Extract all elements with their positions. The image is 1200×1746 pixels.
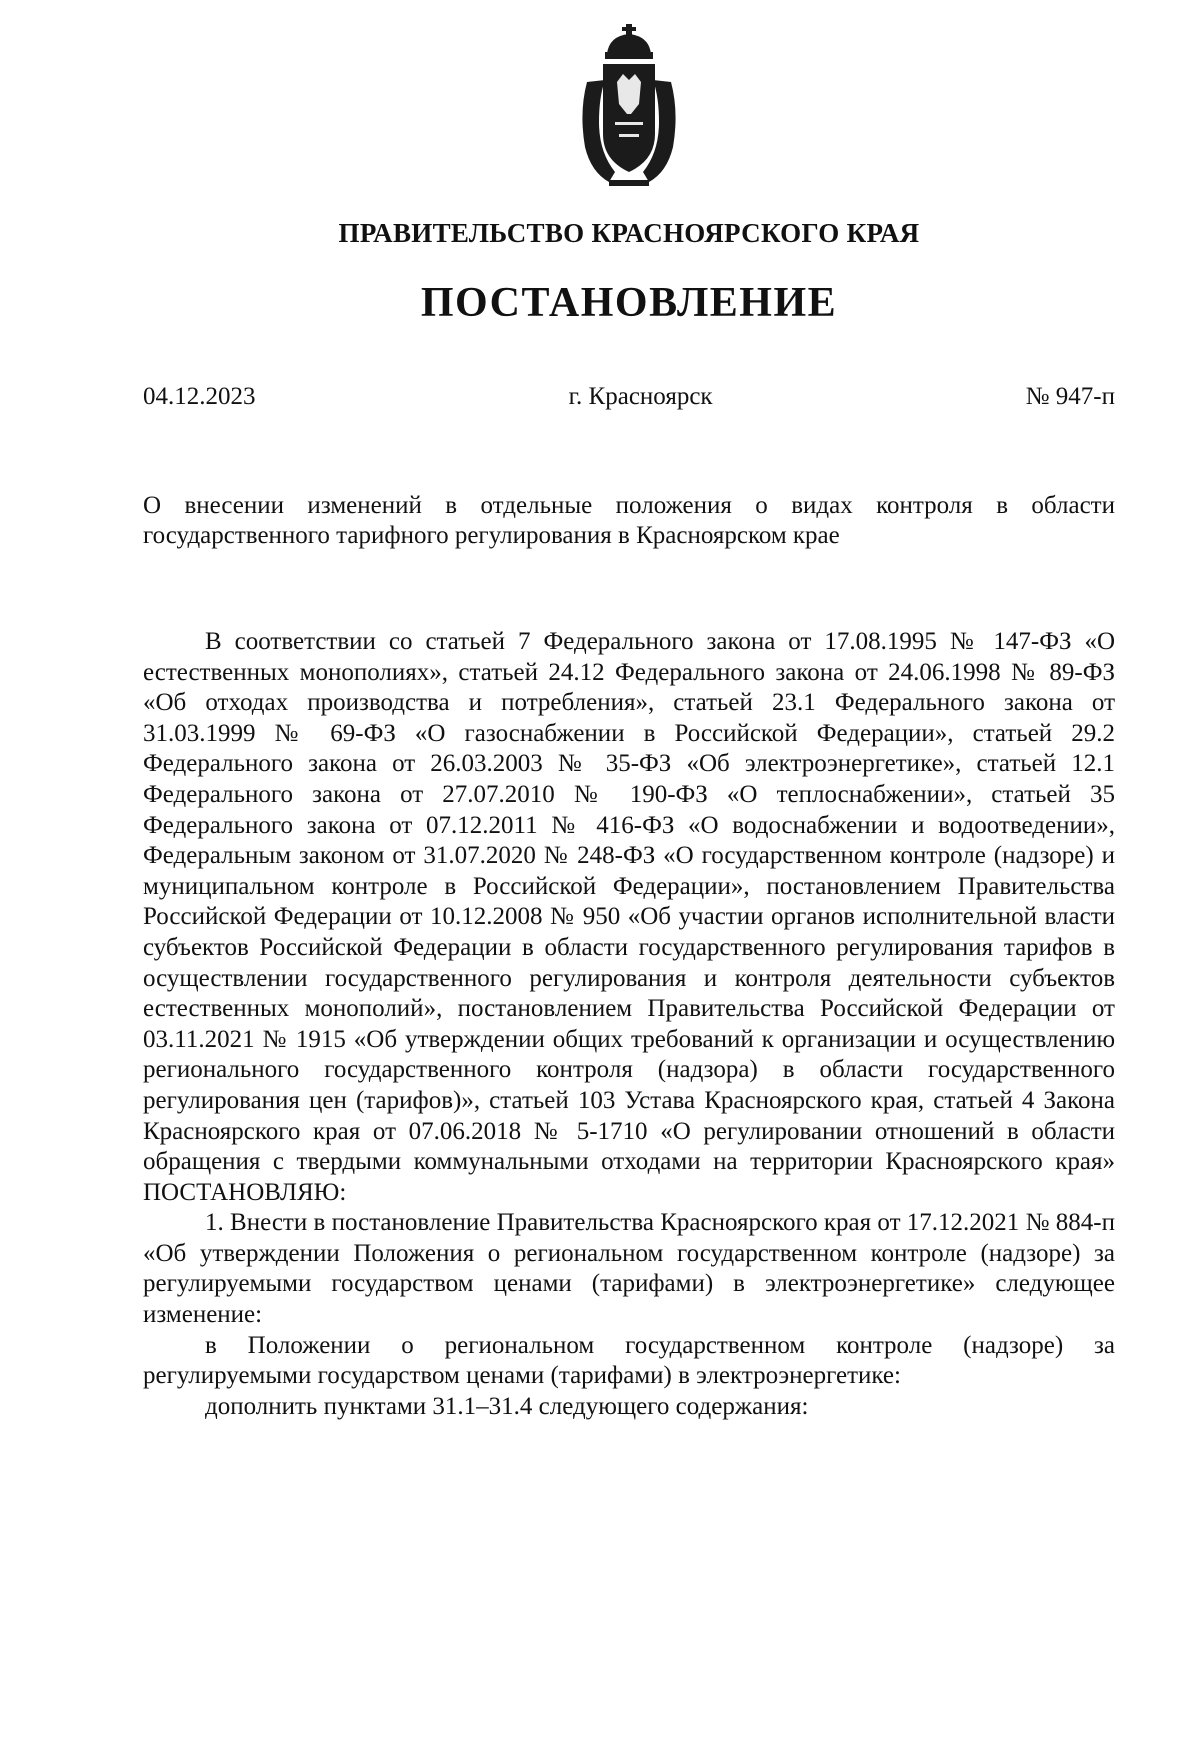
item-1-sub2-paragraph: дополнить пунктами 31.1–31.4 следующего содержания: [205,1392,809,1420]
document-meta-row [143,383,1115,411]
item-1-sub-paragraph: в Положении о региональном государственном контроле (надзоре) за регулируемыми государством ценами (тарифами) в электроэнергетике: [143,1331,1115,1390]
document-number: № 947-п [1025,383,1115,410]
preamble-paragraph: В соответствии со статьей 7 Федерального закона от 17.08.1995 № 147-ФЗ «О естественных монополиях», статьей 24.12 Федерального закона от 24.06.1998 № 89-ФЗ «Об отходах производства и потребления», статьей 23.1 Федерального закона от 31.03.1999 № 69-ФЗ «О газоснабжении в Российской Федерации», статьей 29.2 Федерального закона от 26.03.2003 № 35-ФЗ «Об электроэнергетике», статьей 12.1 Федерального закона от 27.07.2010 № 190-ФЗ «О теплоснабжении», статьей 35 Федерального закона от 07.12.2011 № 416-ФЗ «О водоснабжении и водоотведении», Федеральным законом от 31.07.2020 № 248-ФЗ «О государственном контроле (надзоре) и муниципальном контроле в Российской Федерации», постановлением Правительства Российской Федерации от 10.12.2008 № 950 «Об участии органов исполнительной власти субъектов Российской Федерации в области государственного регулирования тарифов в осуществлении государственного регулирования и контроля деятельности субъектов естественных монополий», постановлением Правительства Российской Федерации от 03.11.2021 № 1915 «Об утверждении общих требований к организации и осуществлению регионального государственного контроля (надзора) в области государственного регулирования цен (тарифов)», статьей 103 Устава Красноярского края, статьей 4 Закона Красноярского края от 07.06.2018 № 5-1710 «О регулировании отношений в области обращения с твердыми коммунальными отходами на территории Красноярского края» [143,628,1115,1176]
decree-word: ПОСТАНОВЛЯЮ: [143,1178,347,1206]
coat-of-arms-emblem [569,22,689,192]
document-city: г. Красноярск [568,383,713,410]
document-type-title: ПОСТАНОВЛЕНИЕ [420,280,838,326]
document-body [143,627,1115,1422]
document-date: 04.12.2023 [143,383,256,410]
organization-title: ПРАВИТЕЛЬСТВО КРАСНОЯРСКОГО КРАЯ [338,218,920,248]
document-page [0,22,1200,1746]
document-subject: О внесении изменений в отдельные положения о видах контроля в области государственного тарифного регулирования в Красноярском крае [143,492,1115,549]
item-1-paragraph: 1. Внести в постановление Правительства Красноярского края от 17.12.2021 № 884-п «Об утверждении Положения о региональном государственном контроле (надзоре) за регулируемыми государством ценами (тарифами) в электроэнергетике» следующее изменение: [143,1209,1115,1329]
